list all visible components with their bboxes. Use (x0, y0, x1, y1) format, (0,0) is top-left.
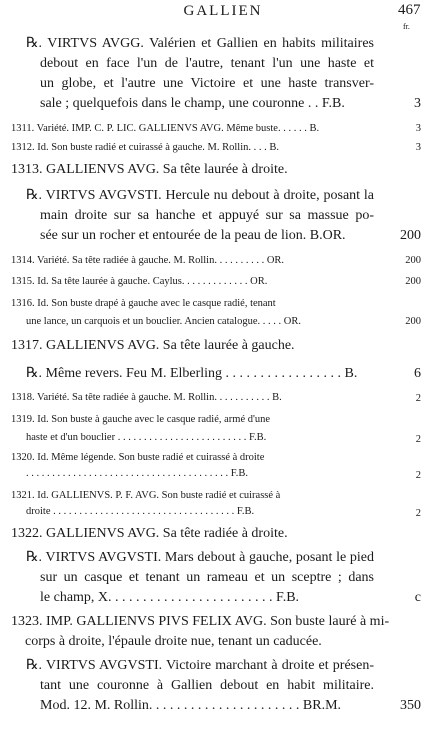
price: 3 (415, 123, 421, 134)
entry-1323 (11, 612, 390, 652)
entry-1321-line1: 1321. Id. GALLIENVS. P. F. AVG. Son buste radié et cuirassé à (11, 490, 281, 501)
text-line: sale ; quelquefois dans le champ, une couronne . . F.B. (40, 96, 345, 111)
text-line: corps à droite, l'épaule droite nue, tenant un caducée. (25, 634, 322, 649)
price: 200 (405, 316, 421, 327)
price: 200 (400, 228, 421, 243)
entry-1320-line1: 1320. Id. Même légende. Son buste radié et cuirassé à droite (11, 452, 265, 463)
text-line: ℞. VIRTVS AVGVSTI. Mars debout à gauche, posant le pied (26, 550, 374, 565)
price: 3 (415, 142, 421, 153)
entry-1321-line2: droite . . . . . . . . . . . . . . . . . . . . . . . . . . . . . . . . . . . F.B. (26, 506, 255, 517)
reverse-virtus-augg (26, 34, 374, 114)
price: 3 (414, 96, 421, 111)
price: 2 (415, 508, 421, 519)
price: 350 (400, 698, 421, 713)
text-line: sée sur un rocher et entourée de la peau de lion. B.OR. (40, 228, 346, 243)
text-line: tant une couronne à Gallien debout en habit militaire. (40, 678, 374, 693)
text-line: sur un casque et tenant un rameau et un sceptre ; dans (40, 570, 374, 585)
entry-1311: 1311. Variété. IMP. C. P. LIC. GALLIENVS AVG. Même buste. . . . . . B. (11, 123, 320, 134)
reverse-meme-revers: ℞. Même revers. Feu M. Elberling . . . . . . . . . . . . . . . . . B. (26, 366, 358, 381)
text-line: ℞. VIRTVS AVGVSTI. Victoire marchant à droite et présen- (26, 658, 374, 673)
entry-1320-line2: . . . . . . . . . . . . . . . . . . . . . . . . . . . . . . . . . . . . . . . F.B. (26, 468, 249, 479)
entry-1318: 1318. Variété. Sa tête radiée à gauche. M. Rollin. . . . . . . . . . . B. (11, 392, 282, 403)
reverse-virtus-augusti-victoire (26, 656, 374, 716)
price: 2 (415, 434, 421, 445)
price: 200 (405, 276, 421, 287)
page-number: 467 (398, 2, 421, 18)
entry-1313: 1313. GALLIENVS AVG. Sa tête laurée à droite. (11, 162, 288, 177)
text-line: 1323. IMP. GALLIENVS PIVS FELIX AVG. Son buste lauré à mi- (11, 614, 390, 629)
running-head-title: GALLIEN (183, 3, 263, 19)
reverse-virtus-augusti-hercule (26, 186, 374, 246)
price: c (414, 590, 421, 605)
price: 200 (405, 255, 421, 266)
text-line: ℞. VIRTVS AVGG. Valérien et Gallien en habits militaires (26, 36, 374, 51)
entry-1317: 1317. GALLIENVS AVG. Sa tête laurée à gauche. (11, 338, 295, 353)
entry-1312: 1312. Id. Son buste radié et cuirassé à gauche. M. Rollin. . . . B. (11, 142, 279, 153)
entry-1319-line2: haste et d'un bouclier . . . . . . . . . . . . . . . . . . . . . . . . . F.B. (26, 432, 267, 443)
text-line: le champ, X. . . . . . . . . . . . . . . . . . . . . . . . F.B. (40, 590, 300, 605)
entry-1319-line1: 1319. Id. Son buste à gauche avec le casque radié, armé d'une (11, 414, 271, 425)
entry-1316-line2: une lance, un carquois et un bouclier. Ancien catalogue. . . . . OR. (26, 316, 301, 327)
entry-1315: 1315. Id. Sa tête laurée à gauche. Caylus. . . . . . . . . . . . . OR. (11, 276, 268, 287)
price: 2 (415, 470, 421, 481)
reverse-virtus-augusti-mars (26, 548, 374, 608)
text-line: Mod. 12. M. Rollin. . . . . . . . . . . . . . . . . . . . . . BR.M. (40, 698, 342, 713)
text-line: ℞. VIRTVS AVGVSTI. Hercule nu debout à droite, posant la (26, 188, 374, 203)
text-line: debout en face l'un de l'autre, tenant l'un une haste et (40, 56, 374, 71)
entry-1316-line1: 1316. Id. Son buste drapé à gauche avec le casque radié, tenant (11, 298, 276, 309)
price: 2 (415, 393, 421, 404)
price-column-unit: fr. (403, 22, 410, 31)
text-line: main droite sur sa hanche et appuyé sur sa massue po- (40, 208, 374, 223)
entry-1322: 1322. GALLIENVS AVG. Sa tête radiée à droite. (11, 526, 288, 541)
entry-1314: 1314. Variété. Sa tête radiée à gauche. M. Rollin. . . . . . . . . . OR. (11, 255, 285, 266)
price: 6 (414, 366, 421, 381)
text-line: un globe, et l'autre une Victoire et une haste transver- (40, 76, 374, 91)
